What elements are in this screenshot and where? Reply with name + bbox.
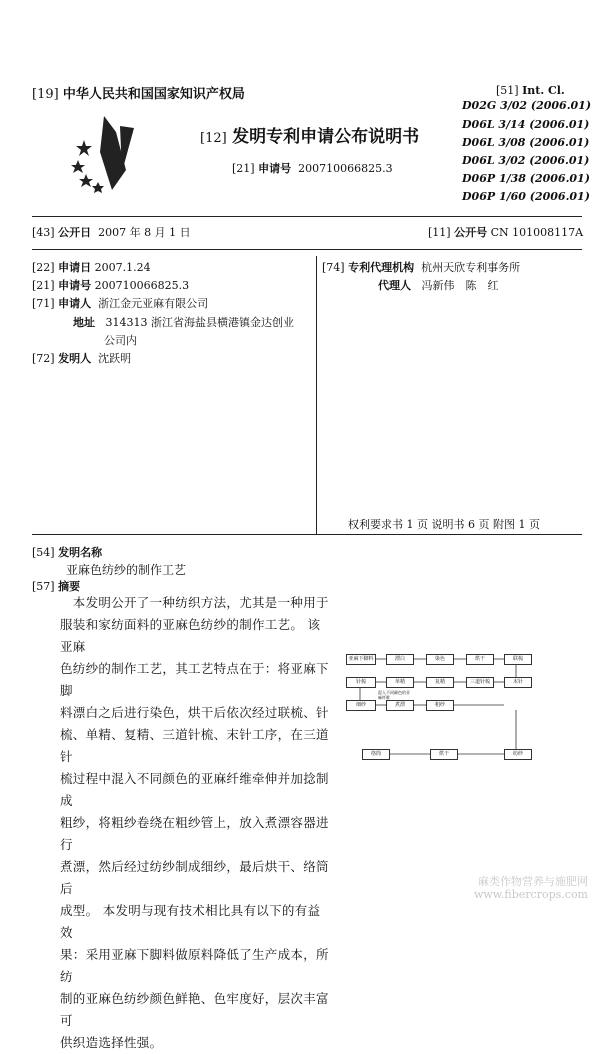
intcl-item: D06P 1/38 (2006.01) [462,172,590,185]
abstract-line: 梳、单精、复精、三道针梳、末针工序，在三道针 [60,727,329,764]
appno-code: [21] [232,162,255,175]
pub-number-code: [11] [428,226,451,239]
pub-date-label: 公开日 [58,226,92,239]
abstract-line: 制的亚麻色纺纱颜色鲜艳、色牢度好，层次丰富可 [60,991,329,1028]
divider [32,216,582,217]
abstract-code: [57] [32,580,55,593]
doc-title-line [200,122,419,147]
agent-label: 代理人 [378,279,411,292]
intcl-code: [51] [496,84,519,97]
applicant-code: [71] [32,297,55,310]
flow-step: 联梳 [504,654,532,665]
flow-step: 单精 [386,677,414,688]
applicant-value: 浙江金元亚麻有限公司 [98,297,209,310]
divider [32,534,582,535]
abstract-label: 摘要 [58,580,81,593]
intcl-item: D06P 1/60 (2006.01) [462,190,590,203]
app-code: [21] [32,279,55,292]
invention-title: 亚麻色纺纱的制作工艺 [66,563,187,577]
flow-step: 煮漂 [386,700,414,711]
office-line [32,83,245,102]
abstract-line: 本发明公开了一种纺织方法，尤其是一种用于 [60,595,329,610]
app-number-line [32,277,189,293]
abstract-line: 粗纱，将粗纱卷绕在粗纱管上，放入煮漂容器进行 [60,815,329,852]
watermark-line: 麻类作物营养与施肥网 [478,875,588,888]
abstract-line: 成型。 本发明与现有技术相比具有以下的有益效 [60,903,321,940]
flow-step: 亚麻下脚料 [346,654,376,665]
abstract-line: 服装和家纺面料的亚麻色纺纱的制作工艺。 该亚麻 [60,617,321,654]
agent-value: 冯新伟 陈 红 [421,279,499,292]
title-heading [32,544,102,560]
filing-code: [22] [32,261,55,274]
flow-step: 纺纱 [504,749,532,760]
doc-code: [12] [200,131,227,146]
inventor-line [32,350,131,366]
watermark-line: www.fibercrops.com [473,888,588,901]
flow-step: 细纱 [346,700,376,711]
pub-date-code: [43] [32,226,55,239]
pages-summary: 权利要求书 1 页 说明书 6 页 附图 1 页 [348,518,540,531]
office-code: [19] [32,87,59,102]
applicant-label: 申请人 [58,297,92,310]
flow-step: 三道针梳 [466,677,494,688]
agency-line [322,259,520,275]
filing-label: 申请日 [58,261,92,274]
flow-step: 末针 [504,677,532,688]
flow-step: 复精 [426,677,454,688]
agency-label: 专利代理机构 [348,261,415,274]
pub-number-label: 公开号 [454,226,488,239]
appno-label: 申请号 [258,162,292,175]
agency-value: 杭州天欣专利事务所 [421,261,521,274]
divider [32,249,582,250]
intcl-label: Int. Cl. [522,84,565,97]
address-line2: 公司内 [104,334,137,347]
column-divider [316,256,317,534]
title-label: 发明名称 [58,546,103,559]
pub-number-value: CN 101008117A [490,226,584,239]
address-value: 314313 浙江省海盐县横港镇金达创业 [105,316,294,329]
flow-step: 烘干 [466,654,494,665]
flow-step: 漂白 [386,654,414,665]
cnipa-emblem [64,112,144,194]
abstract-line: 供织造选择性强。 [60,1035,163,1050]
pub-date-value: 2007 年 8 月 1 日 [98,226,191,239]
pub-date-line [32,224,191,240]
agency-code: [74] [322,261,345,274]
flow-step: 络筒 [362,749,390,760]
applicant-line [32,295,208,311]
intcl-item: D06L 3/02 (2006.01) [462,154,590,167]
appno-value: 200710066825.3 [298,162,393,175]
intcl-heading [496,84,565,97]
inventor-label: 发明人 [58,352,92,365]
flow-step: 粗纱 [426,700,454,711]
app-label: 申请号 [58,279,92,292]
site-watermark [474,875,588,901]
intcl-item: D06L 3/08 (2006.01) [462,136,590,149]
filing-date-line [32,259,151,275]
flow-step: 染色 [426,654,454,665]
abstract-line: 色纺纱的制作工艺，其工艺特点在于：将亚麻下脚 [60,661,329,698]
abstract-line: 料漂白之后进行染色，烘干后依次经过联梳、针 [60,705,329,720]
address-line [73,314,294,330]
inventor-code: [72] [32,352,55,365]
office-name: 中华人民共和国国家知识产权局 [62,87,245,102]
address-label: 地址 [73,316,95,329]
flow-note: 混入不同颜色的亚麻纤维 [378,690,410,700]
process-flowchart [344,650,544,765]
flow-step: 烘干 [430,749,458,760]
filing-value: 2007.1.24 [94,261,151,274]
agent-line [378,277,499,293]
intcl-item: D02G 3/02 (2006.01) [462,99,592,112]
flow-step: 针梳 [346,677,376,688]
title-code: [54] [32,546,55,559]
abstract-body [60,592,330,1054]
abstract-line: 果：采用亚麻下脚料做原料降低了生产成本，所纺 [60,947,329,984]
pub-number-line [428,224,583,240]
intcl-item: D06L 3/14 (2006.01) [462,118,590,131]
app-value: 200710066825.3 [94,279,190,292]
doc-title: 发明专利申请公布说明书 [232,127,420,147]
abstract-line: 梳过程中混入不同颜色的亚麻纤维牵伸并加捻制成 [60,771,329,808]
abstract-line: 煮漂，然后经过纺纱制成细纱，最后烘干、络筒后 [60,859,329,896]
inventor-value: 沈跃明 [98,352,132,365]
appno-line [232,160,393,176]
